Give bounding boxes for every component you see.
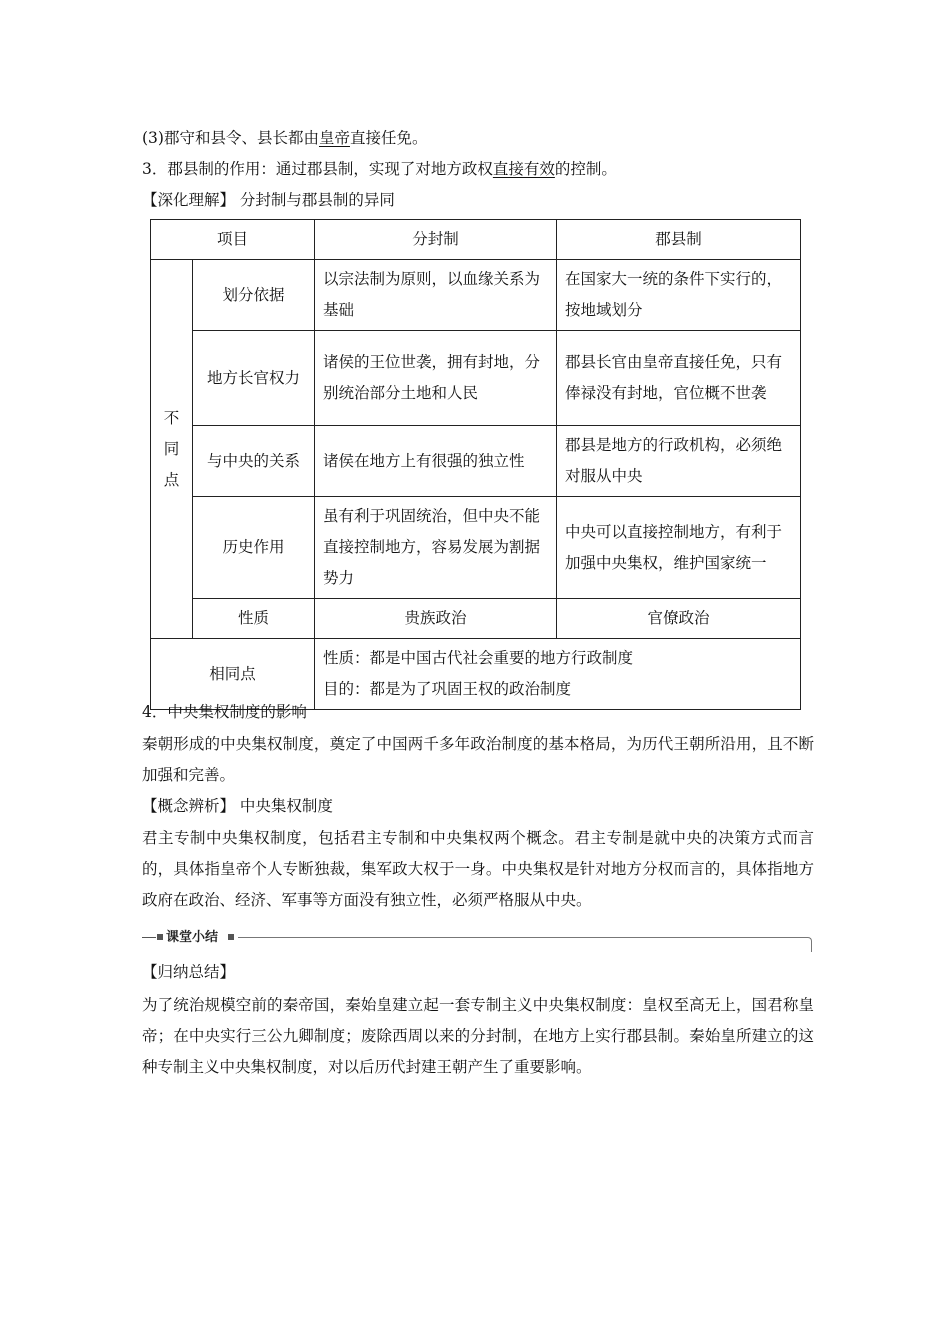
junxian-cell: 官僚政治	[557, 599, 801, 639]
difference-group-label: 不 同 点	[151, 260, 193, 639]
table-row	[151, 497, 801, 599]
junxian-cell: 中央可以直接控制地方，有利于加强中央集权，维护国家统一	[557, 497, 801, 599]
banner-square-icon	[228, 934, 234, 940]
item-cell: 划分依据	[193, 260, 315, 331]
fengjian-cell: 诸侯在地方上有很强的独立性	[315, 426, 557, 497]
banner-corner	[807, 937, 812, 952]
comparison-table	[150, 219, 801, 710]
table-row	[151, 260, 801, 331]
section4-body: 秦朝形成的中央集权制度，奠定了中国两千多年政治制度的基本格局，为历代王朝所沿用，且不断加强和完善。	[142, 735, 814, 784]
junxian-cell: 在国家大一统的条件下实行的，按地域划分	[557, 260, 801, 331]
underlined-term: 皇帝	[318, 129, 350, 147]
section4-title: 4．中央集权制度的影响	[142, 703, 307, 721]
table-row	[151, 331, 801, 426]
header-cell: 分封制	[315, 220, 557, 260]
same-line: 性质：都是中国古代社会重要的地方行政制度	[323, 649, 634, 667]
same-line: 目的：都是为了巩固王权的政治制度	[323, 680, 572, 698]
junxian-cell: 郡县长官由皇帝直接任免，只有俸禄没有封地，官位概不世袭	[557, 331, 801, 426]
summary-banner	[142, 929, 812, 953]
appointment-line: (3)郡守和县令、县长都由皇帝直接任免。	[142, 129, 428, 147]
banner-square-icon	[157, 934, 163, 940]
banner-line-left	[142, 937, 156, 938]
junxian-cell: 郡县是地方的行政机构，必须绝对服从中央	[557, 426, 801, 497]
summary-body: 为了统治规模空前的秦帝国，秦始皇建立起一套专制主义中央集权制度：皇权至高无上，国君称皇帝；在中央实行三公九卿制度；废除西周以来的分封制，在地方上实行郡县制。秦始皇所建立的这种专制主义中央集权制度，对以后历代封建王朝产生了重要影响。	[142, 996, 814, 1076]
banner-line-right	[238, 937, 808, 938]
table-row	[151, 426, 801, 497]
table-header-row	[151, 220, 801, 260]
item-cell: 与中央的关系	[193, 426, 315, 497]
header-cell: 项目	[151, 220, 315, 260]
underlined-term: 直接有效	[492, 160, 555, 178]
fengjian-cell: 诸侯的王位世袭，拥有封地，分别统治部分土地和人民	[315, 331, 557, 426]
item-cell: 地方长官权力	[193, 331, 315, 426]
function-line: 3．郡县制的作用：通过郡县制，实现了对地方政权直接有效的控制。	[142, 160, 617, 178]
fengjian-cell: 贵族政治	[315, 599, 557, 639]
deepen-heading: 【深化理解】 分封制与郡县制的异同	[142, 191, 395, 209]
same-content-cell	[315, 639, 801, 710]
summary-title: 【归纳总结】	[142, 963, 236, 981]
item-cell: 性质	[193, 599, 315, 639]
concept-body: 君主专制中央集权制度，包括君主专制和中央集权两个概念。君主专制是就中央的决策方式而言的，具体指皇帝个人专断独裁，集军政大权于一身。中央集权是针对地方分权而言的，具体指地方政府在政治、经济、军事等方面没有独立性，必须严格服从中央。	[142, 829, 814, 909]
concept-title: 【概念辨析】 中央集权制度	[142, 797, 333, 815]
fengjian-cell: 虽有利于巩固统治，但中央不能直接控制地方，容易发展为割据势力	[315, 497, 557, 599]
item-cell: 历史作用	[193, 497, 315, 599]
table-row-same	[151, 639, 801, 710]
same-label-cell: 相同点	[151, 639, 315, 710]
table-row	[151, 599, 801, 639]
fengjian-cell: 以宗法制为原则，以血缘关系为基础	[315, 260, 557, 331]
banner-label: 课堂小结	[166, 930, 219, 945]
header-cell: 郡县制	[557, 220, 801, 260]
